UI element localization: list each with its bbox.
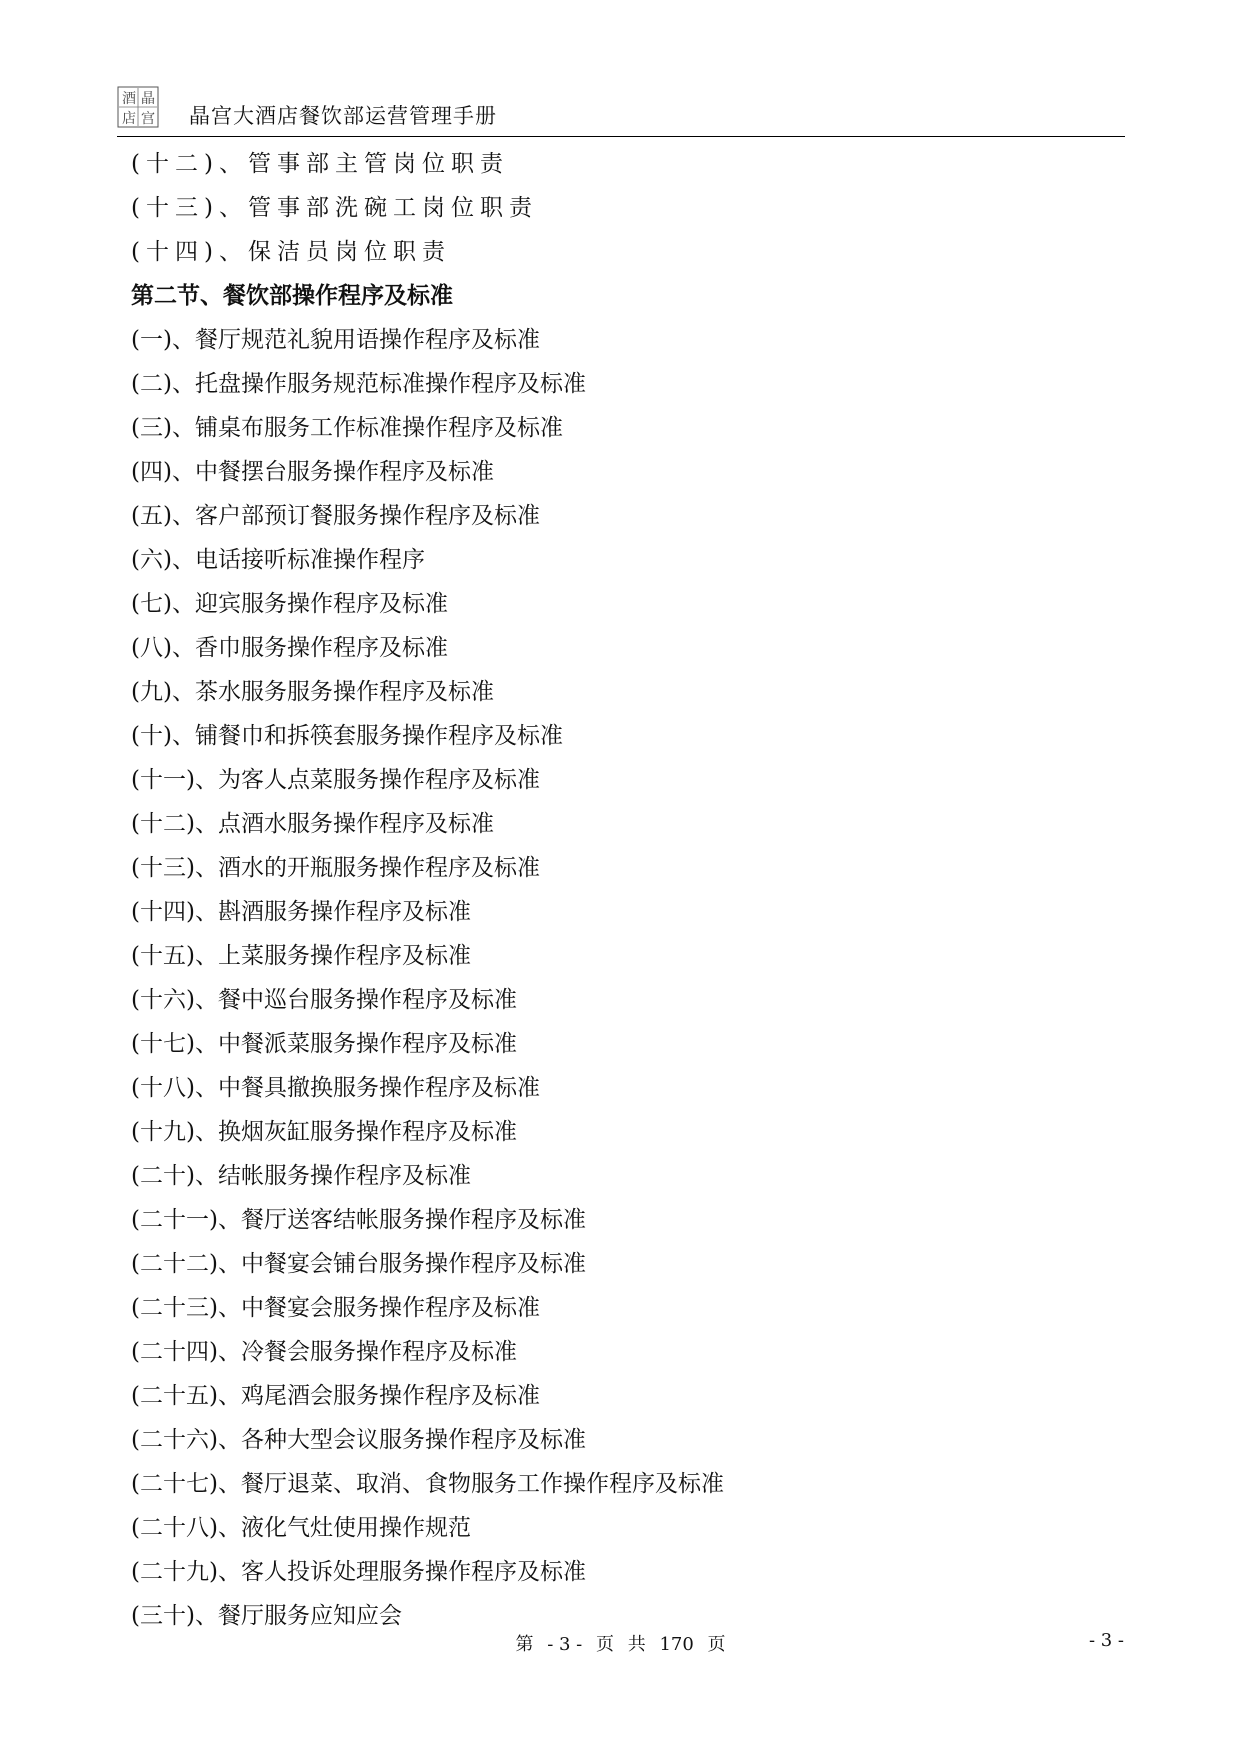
footer-text: 页: [595, 1634, 614, 1655]
page-header: [117, 86, 1125, 138]
toc-item: (十一)、为客人点菜服务操作程序及标准: [131, 767, 540, 793]
toc-item: (四)、中餐摆台服务操作程序及标准: [131, 459, 494, 485]
svg-text:酒: 酒: [122, 91, 136, 107]
toc-item: (六)、电话接听标准操作程序: [131, 547, 425, 573]
toc-item: (二十六)、各种大型会议服务操作程序及标准: [131, 1427, 586, 1453]
svg-text:晶: 晶: [141, 91, 155, 107]
toc-item: (二十二)、中餐宴会铺台服务操作程序及标准: [131, 1251, 586, 1277]
footer-text: 第: [515, 1634, 534, 1655]
header-divider: [117, 136, 1125, 137]
toc-item: (二十一)、餐厅送客结帐服务操作程序及标准: [131, 1207, 586, 1233]
hotel-seal-logo-icon: [117, 86, 159, 128]
page-footer-counter: [0, 1630, 1241, 1656]
toc-item: (七)、迎宾服务操作程序及标准: [131, 591, 448, 617]
page-number: - 3 -: [1088, 1630, 1124, 1651]
toc-item: (二十五)、鸡尾酒会服务操作程序及标准: [131, 1383, 540, 1409]
toc-item: (十三)、管事部洗碗工岗位职责: [131, 195, 538, 221]
toc-item: (二十四)、冷餐会服务操作程序及标准: [131, 1339, 517, 1365]
toc-item: (八)、香巾服务操作程序及标准: [131, 635, 448, 661]
footer-total-pages: 170: [659, 1634, 694, 1655]
toc-item: (二十七)、餐厅退菜、取消、食物服务工作操作程序及标准: [131, 1471, 724, 1497]
toc-item: (十五)、上菜服务操作程序及标准: [131, 943, 471, 969]
toc-item: (二十)、结帐服务操作程序及标准: [131, 1163, 471, 1189]
toc-item: (三)、铺桌布服务工作标准操作程序及标准: [131, 415, 563, 441]
footer-text: 页: [707, 1634, 726, 1655]
footer-current-page: - 3 -: [547, 1634, 583, 1655]
footer-text: 共: [627, 1634, 646, 1655]
toc-item: (十七)、中餐派菜服务操作程序及标准: [131, 1031, 517, 1057]
toc-item: (十四)、保洁员岗位职责: [131, 239, 451, 265]
table-of-contents: [131, 142, 1111, 1638]
toc-item: (十八)、中餐具撤换服务操作程序及标准: [131, 1075, 540, 1101]
toc-item: (十)、铺餐巾和拆筷套服务操作程序及标准: [131, 723, 563, 749]
toc-item: (一)、餐厅规范礼貌用语操作程序及标准: [131, 327, 540, 353]
toc-item: (十四)、斟酒服务操作程序及标准: [131, 899, 471, 925]
toc-item: (十六)、餐中巡台服务操作程序及标准: [131, 987, 517, 1013]
toc-section-heading: 第二节、餐饮部操作程序及标准: [131, 283, 453, 309]
svg-text:店: 店: [122, 111, 136, 127]
toc-item: (十二)、管事部主管岗位职责: [131, 151, 509, 177]
toc-item: (二十九)、客人投诉处理服务操作程序及标准: [131, 1559, 586, 1585]
toc-item: (十九)、换烟灰缸服务操作程序及标准: [131, 1119, 517, 1145]
svg-text:宫: 宫: [141, 111, 155, 127]
toc-item: (三十)、餐厅服务应知应会: [131, 1603, 402, 1629]
toc-item: (十三)、酒水的开瓶服务操作程序及标准: [131, 855, 540, 881]
toc-item: (二十八)、液化气灶使用操作规范: [131, 1515, 471, 1541]
header-title: 晶宫大酒店餐饮部运营管理手册: [189, 104, 497, 128]
toc-item: (十二)、点酒水服务操作程序及标准: [131, 811, 494, 837]
toc-item: (五)、客户部预订餐服务操作程序及标准: [131, 503, 540, 529]
toc-item: (二十三)、中餐宴会服务操作程序及标准: [131, 1295, 540, 1321]
toc-item: (二)、托盘操作服务规范标准操作程序及标准: [131, 371, 586, 397]
toc-item: (九)、茶水服务服务操作程序及标准: [131, 679, 494, 705]
